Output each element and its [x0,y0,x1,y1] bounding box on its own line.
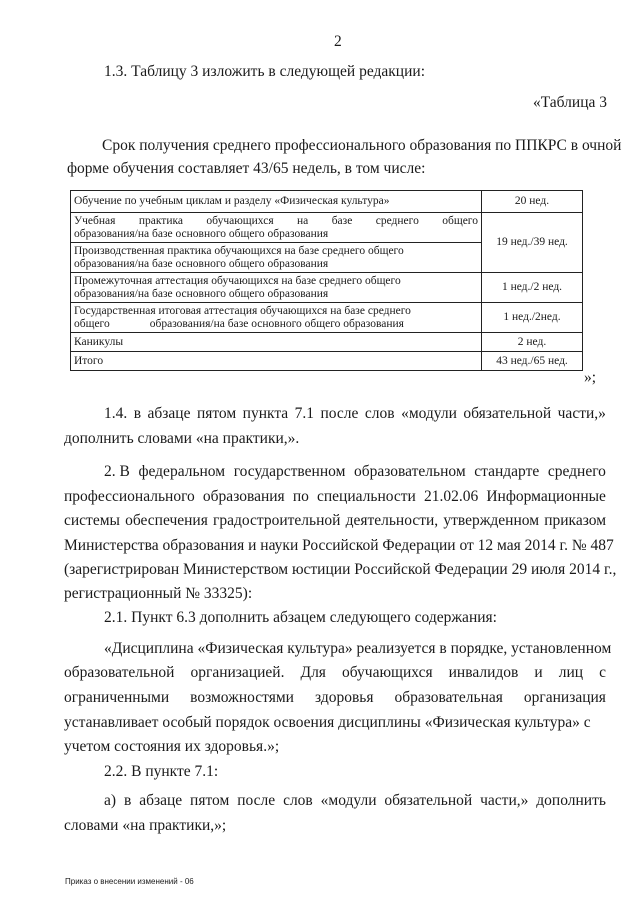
table-row-7-label: Итого [71,352,482,371]
section-2-line-2: профессионального образования по специальности 21.02.06 Информационные [64,488,606,505]
table-row-5-label: Государственная итоговая аттестация обучающихся на базе среднего общего образования/на базе основного общего образования [71,303,482,333]
table-row [71,191,583,213]
table-row-7-value: 43 нед./65 нед. [482,352,583,371]
section-2-1-line-1: «Дисциплина «Физическая культура» реализуется в порядке, установленном [104,640,612,657]
section-2-2-line-2: словами «на практики,»; [64,817,227,834]
section-2-line-3: системы обеспечения градостроительной деятельности, утвержденном приказом [64,512,606,529]
intro-line-1: Срок получения среднего профессионального образования по ППКРС в очной [102,137,622,154]
section-2-line-5: (зарегистрирован Министерством юстиции Российской Федерации 29 июля 2014 г., [64,561,617,578]
section-1-4-line-2: дополнить словами «на практики,». [64,430,300,447]
table-row-2-3-value: 19 нед./39 нед. [482,213,583,273]
footer-text: Приказ о внесении изменений - 06 [65,877,194,886]
section-1-3-heading: 1.3. Таблицу 3 изложить в следующей редакции: [104,63,425,80]
table-row [71,213,583,243]
table-row-4-value: 1 нед./2 нед. [482,273,583,303]
table-row-2-line-1: Учебная практика обучающихся на базе среднего общего [74,214,478,227]
page-number: 2 [334,33,342,50]
table-row-6-label: Каникулы [71,333,482,352]
section-1-4-line-1: 1.4. в абзаце пятом пункта 7.1 после слов «модули обязательной части,» [104,405,606,422]
table-row-1-value: 20 нед. [482,191,583,213]
table-row-2-label: Учебная практика обучающихся на базе среднего общего образования/на базе основного общего образования [71,213,482,243]
intro-line-2: форме обучения составляет 43/65 недель, в том числе: [67,160,426,177]
section-2-1-line-5: учетом состояния их здоровья.»; [64,738,280,755]
table-row [71,352,583,371]
section-2-2-heading: 2.2. В пункте 7.1: [104,763,219,780]
table-row-4-label: Промежуточная аттестация обучающихся на базе среднего общего образования/на базе основного общего образования [71,273,482,303]
table-closing-quote: »; [584,369,597,386]
section-2-1-line-4: устанавливает особый порядок освоения дисциплины «Физическая культура» с [64,714,591,731]
section-2-1-line-3: ограниченными возможностями здоровья образовательная организация [64,689,606,706]
table-row-5-value: 1 нед./2нед. [482,303,583,333]
section-2-1-line-2: образовательной организацией. Для обучающихся инвалидов и лиц с [64,664,606,681]
section-2-line-1: 2. В федеральном государственном образовательном стандарте среднего [104,463,606,480]
table-row [71,333,583,352]
table-row-1-label: Обучение по учебным циклам и разделу «Физическая культура» [71,191,482,213]
table-row [71,273,583,303]
table-row-3-label: Производственная практика обучающихся на базе среднего общего образования/на базе основного общего образования [71,243,482,273]
section-2-2-line-1: а) в абзаце пятом после слов «модули обязательной части,» дополнить [104,792,606,809]
table-row [71,303,583,333]
section-2-1-heading: 2.1. Пункт 6.3 дополнить абзацем следующего содержания: [104,609,497,626]
table-3 [70,190,583,371]
section-2-line-4: Министерства образования и науки Российской Федерации от 12 мая 2014 г. № 487 [64,537,614,554]
section-2-line-6: регистрационный № 33325): [64,585,253,602]
table-row-6-value: 2 нед. [482,333,583,352]
table-reference: «Таблица 3 [532,94,607,111]
